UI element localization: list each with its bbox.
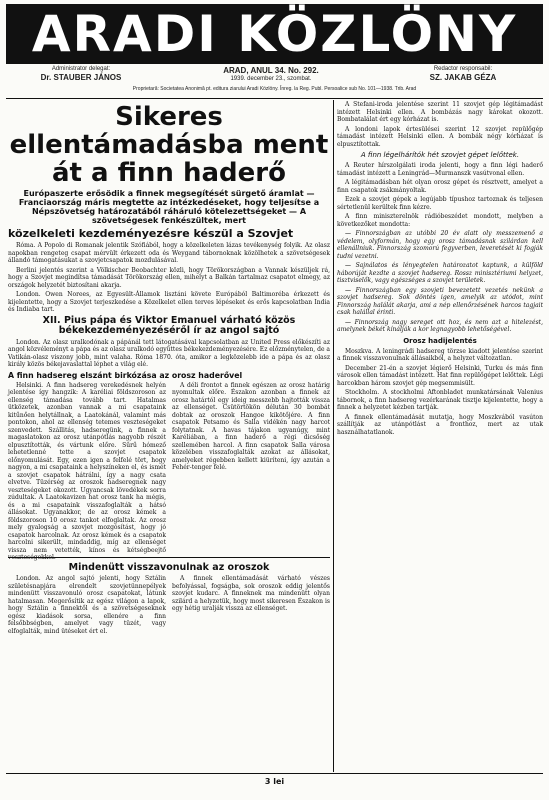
admin-block xyxy=(6,66,156,83)
main-deck: Európaszerte erősödik a finnek megsegítését sürgető áramlat — Franciaország máris megtette az intézkedéseket, hogy teljesítse a Népszövetség határozatából ráháruló kötelezettségeket — A szövetségesek fenkészültek, mert xyxy=(18,189,320,225)
admin-name: Dr. STAUBER JÁNOS xyxy=(40,73,122,83)
right-column xyxy=(337,101,543,773)
right-paragraph: A Reuter hírszolgálati iroda jelenti, hogy a finn légi haderő támadást intézett a Leningrád—Murmanszk vasútvonal ellen. xyxy=(337,162,543,177)
story3-text-left: Helsinki. A finn hadsereg verekedésnek helyén jelentése így hangzik: A karéliai földszoroson az ellenség támadása tovább tart. Hatalmas ütközetek, azonban vannak a mi csapataink kitűnően helytállnak, a Laatokánál, valamint más pontokon, ahol az ellenség tetemes veszteségeket szenvedett. Szállitás, hadseregünk, a finnek a magaslatokon az orosz utánpótlás nagyobb részét elpusztították, és vártunk előre. Sűrű hómező lehetetlenné tette a szovjet csapatok előnyomulását. Egy, ezen igen a felfelé tört, hogy nagyon, a mi csapataink a helyszíneken el, és ismét a szovjet csapatok hátrálni, így a nagy csata elvetve. Tüzérség az oroszok hadseregnek nagy veszteségeket okozott. Ugyancsak lövedékek sorra zúdultak. A Laatokavizen hat orosz tank ha mégis, és a mi csapataink visszafoglalták a hátsó állásokat. Ugyanakkor, de az orosz kémek a földszoroson 10 orosz tankot elfoglaltak. Az orosz mely gyalogság a szovjet mozgósítást, hogy jó csapatok harcolnak. Az orosz kémek és a csapatok harcolni sikerült, mindaddig, míg az ellenséget vissza nem vetették, kínos és kétségbeejtő xyxy=(8,381,166,554)
section-rule xyxy=(8,557,330,558)
editor-name: SZ. JAKAB GÉZA xyxy=(429,73,497,83)
right-paragraph: A finnek ellentámadását mutatja, hogy Moszkvából vasúton szállítják az utánpótlást a fronthoz, mert az utak használhatatlanok. xyxy=(337,413,543,436)
issue-block xyxy=(196,66,346,83)
story1-paragraph: Berlini jelentés szerint a Völkischer Beobachter közli, hogy Törökországban a Vannak készüljek rá, hogy a Szovjet megindítsa támadását Törökország ellen, mihelyt a Balkán tartalmaz csapatot elmegy, az országok helyzetét biztosítani akarja. xyxy=(8,266,330,289)
column-divider xyxy=(333,100,334,772)
admin-label: Administrator delegat: xyxy=(51,66,111,72)
right-paragraph: December 21-én a szovjet légierő Helsinki, Turku és más finn városok ellen támadást intézett. Hat finn repülőgépet lelőttek. Légi harcokban három szovjet gép megsemmisült. xyxy=(337,364,543,387)
footer-rule xyxy=(6,773,543,774)
story4-text-right: A finnek ellentámadását várható vészes befolyással, fogságba, sok oroszok eddig jelentős szovjet kudarc. A finneknek ma mindenütt olyan szilárd a helyzetük, hogy most sikeresen Északon is egy hétig uralják vissza az ellenséget. xyxy=(172,575,330,612)
story1-paragraph: London. Owen Norees, az Egyesült-Államok lisztáni követe Európából Baltimoréba érkezett és kijelentette, hogy a Szovjet terjeszkedése a Közelkelet ellen terves lépéseket és erős kapcsolatban India és Indiaba tart. xyxy=(8,291,330,313)
right-paragraph: — Sajnálatos és lényegtelen határozatot kaptunk, a külföld háborúját kezdte a szovjet hadsereg. Rossz minisztériumi helyzet, tisztviselők, vagy egészséges a szovjet területek. xyxy=(337,262,543,284)
main-column xyxy=(8,101,330,556)
property-line: Proprietară: Societatea Anonimă pt. editura ziarului Aradi Közlöny. Înreg. la Reg. Publ. Persoalice sub No. 101—1938. Trib. Arad xyxy=(132,86,417,92)
right-note: A finn légelhárítók hét szovjet gépet lelőttek. xyxy=(360,151,520,159)
story3-columns xyxy=(8,382,330,562)
right-paragraph: A Stefani-iroda jelentése szerint 11 szovjet gép légitámadást intézett Helsinki ellen. A bombázás nagy károkat okozott. Bombatalálat ért egy kórházat is. xyxy=(337,101,543,123)
story4-text-left: London. Az angol sajtó jelenti, hogy Sztálin születésnapjára elrendelt szovjetünnepélyek mindenütt visszavonuló orosz csapatokat, látunk hatalmasan. Megerősítik az egész világon a lapok, hogy Sztálin a finnektől és a szövetségeseknek egész kiadások sorsa, ellenére a finn felsőbbségben, amelyet vagy tüzét, vagy elfoglalták, mind ütéseket ért el. xyxy=(8,575,166,635)
issue-date: 1939. december 23., szombat. xyxy=(230,75,312,82)
right-paragraph: — Finnország nagy sereget ott hoz, és nem azt a hitelezést, amelynek békét kínálják a kor legnagyobb lehetőségével. xyxy=(337,318,543,333)
masthead-title: ARADI KÖZLÖNY xyxy=(31,5,518,63)
right-paragraph: — Finnországban az utóbbi 20 év alatt oly messzemenő a védelem, olyformán, hogy egy orosz támadásnak szilárdan kell ellenállniuk. Finnország szomorú fegyverben, leveretését ki fogják tudni vezetni. xyxy=(337,230,543,260)
story3-text-right: A déli frontot a finnek egészen az orosz határig nyomultak előre. Északon azonban a finnek az orosz határtól egy ideig messzebb hajtották vissza az ellenséget. Csütörtökön délután 30 bombát dobtak az oroszok Hangoe kikötőjére. A finn csapatok Petsamo és Salla vidékén nagy harcot folytatnak. A havas tájakon ugyanúgy, mint Karéliában, a finn haderő a régi dicsőség szellemében harcol. A finn csapatok Salla városa közelében visszafoglalták azokat az állásokat, amelyeket régebben kellett kiüríteni, így azután a Fehér-tenger felé. xyxy=(172,381,330,471)
story2-title: XII. Pius pápa és Viktor Emanuel várható közös békekezdeményezéséről ír az angol sajtó xyxy=(42,314,296,336)
right-paragraph: Moszkva. A leningrádi hadsereg törzse kiadott jelentése szerint a finnek visszavonulnak állásaikból, a helyzet változatlan. xyxy=(337,347,543,362)
masthead xyxy=(6,4,543,64)
right-paragraph: A londoni lapok értesülései szerint 12 szovjet repülőgép támadást intézett Helsinki ellen. A bombák négy kórházat is elpusztítottak. xyxy=(337,125,543,148)
editor-block xyxy=(383,66,543,83)
right-paragraph: Stockholm. A stockholmi Aftonbladet munkatársának Valenius tábornok, a finn hadsereg vezérkarának tisztje kijelentette, hogy a finnek a helyzetet kézben tartják. xyxy=(337,389,543,411)
story2-paragraph: London. Az olasz uralkodónak a pápánál tett látogatásával kapcsolatban az United Press előkészíti az angol közvéleményt a pápa és az olasz uralkodó együttes békekezdeményezésére. Ez előzménytelen, de a Vatikán-olasz viszony jobb, mint valaha. Róma 1870. óta, amikor a legközelebb ide a pápa és az olasz király közös békejavaslattal léphet a világ elé. xyxy=(8,338,330,368)
price: 3 lei xyxy=(264,777,285,786)
right-subheading: Orosz hadijelentés xyxy=(403,336,477,345)
story1-title: közelkeleti kezdeményezésre készül a Szovjet xyxy=(8,227,294,240)
right-paragraph: Ezek a szovjet gépek a legújabb típushoz tartoznak és teljesen sértetlenül kerültek finn kézre. xyxy=(337,196,543,211)
story1-paragraph: Róma. A Popolo di Romanak jelentik Szófiából, hogy a közelkeleten lázas tevékenység folyik. Az olasz napokban rengeteg csapat mérvült érkezett oda és Weygand tábornoknak közölhetek a szövetségesek állandó támogatásukat a szovjetcsapatok mozdulásával. xyxy=(8,242,330,264)
right-paragraph: — Finnországban egy szovjeti bevezetett vezetés nekünk a szovjet hadsereg. Sok döntés igen, amelyik az utódot, mint Finnország halálát akarja, ami a nép ellenőrzésének harcos tagjait csak halállal érinti. xyxy=(337,286,543,316)
right-paragraph: A légitámadásban hét olyan orosz gépet és résztvett, amelyet a finn csapatok zsákmányoltak. xyxy=(337,179,543,194)
editor-label: Redactor responsabil: xyxy=(433,66,493,72)
main-headline: Sikeres ellentámadásba ment át a finn haderő xyxy=(9,102,329,188)
story4-title: Mindenütt visszavonulnak az oroszok xyxy=(68,562,270,573)
issue-number: ARAD, ANUL 34. No. 292. xyxy=(223,66,319,75)
story4-columns xyxy=(8,575,330,635)
story4 xyxy=(8,560,330,772)
right-paragraph: A finn miniszterelnök rádióbeszédet mondott, melyben a következőket mondotta: xyxy=(337,213,543,228)
header-rule xyxy=(6,98,543,99)
story3-title: A finn hadsereg elszánt birkózása az orosz haderővel xyxy=(8,370,243,380)
info-bar xyxy=(6,66,543,96)
